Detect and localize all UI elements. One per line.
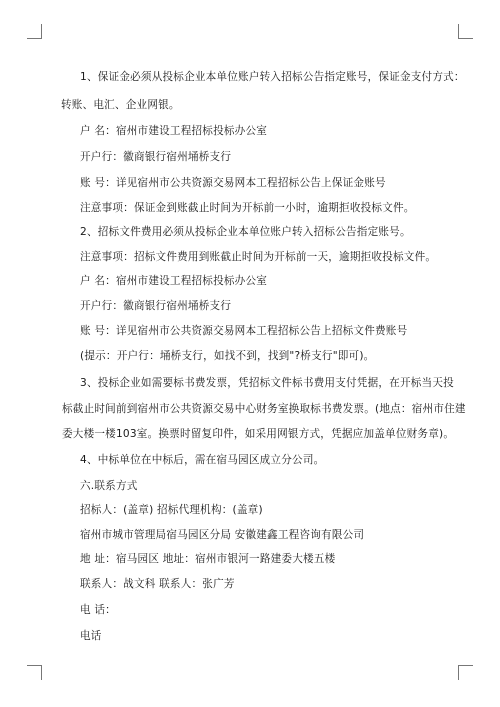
contact-parties: 招标人：(盖章) 招标代理机构：(盖章) [80, 504, 263, 516]
bank-hint: (提示：开户行：埇桥支行，如找不到，找到"?桥支行"即可)。 [80, 350, 375, 362]
crop-mark-bottom-right [458, 665, 473, 680]
deposit-payment-methods: 转账、电汇、企业网银。 [61, 99, 180, 111]
deposit-bank: 开户行：徽商银行宿州埇桥支行 [80, 151, 232, 163]
deposit-payment-rule: 1、保证金必须从投标企业本单位账户转入招标公告指定账号，保证金支付方式： [80, 71, 465, 83]
contact-phone-1: 电 话： [80, 604, 116, 616]
contact-persons: 联系人：战文科 联系人：张广芳 [80, 578, 235, 590]
deposit-account-number: 账 号：详见宿州市公共资源交易网本工程招标公告上保证金账号 [80, 177, 386, 189]
fee-account-number: 账 号：详见宿州市公共资源交易网本工程招标公告上招标文件费账号 [80, 325, 408, 337]
crop-mark-bottom-left [27, 665, 42, 680]
invoice-rule-line-3: 委大楼一楼103室。换票时留复印件，如采用网银方式，凭据应加盖单位财务章)。 [62, 428, 455, 440]
contact-organizations: 宿州市城市管理局宿马园区分局 安徽建鑫工程咨询有限公司 [80, 529, 365, 541]
branch-requirement: 4、中标单位在中标后，需在宿马园区成立分公司。 [80, 454, 325, 466]
invoice-rule-line-1: 3、投标企业如需要标书费发票，凭招标文件标书费用支付凭据，在开标当天投 [80, 377, 454, 389]
contact-addresses: 地 址：宿马园区 地址：宿州市银河一路建委大楼五楼 [80, 553, 336, 565]
deposit-deadline-note: 注意事项：保证金到账截止时间为开标前一小时，逾期拒收投标文件。 [80, 202, 415, 214]
invoice-rule-line-2: 标截止时间前到宿州市公共资源交易中心财务室换取标书费发票。(地点：宿州市住建 [62, 403, 466, 415]
fee-bank: 开户行：徽商银行宿州埇桥支行 [80, 300, 232, 312]
deposit-account-name: 户 名：宿州市建设工程招标投标办公室 [80, 125, 268, 137]
contact-section-heading: 六.联系方式 [80, 480, 138, 492]
contact-phone-2: 电话 [80, 630, 102, 642]
crop-mark-top-right [458, 24, 473, 39]
fee-account-name: 户 名：宿州市建设工程招标投标办公室 [80, 275, 268, 287]
crop-mark-top-left [27, 24, 42, 39]
tender-fee-rule: 2、招标文件费用必须从投标企业本单位账户转入招标公告指定账号。 [80, 226, 411, 238]
tender-fee-deadline-note: 注意事项：招标文件费用到账截止时间为开标前一天，逾期拒收投标文件。 [80, 251, 437, 263]
